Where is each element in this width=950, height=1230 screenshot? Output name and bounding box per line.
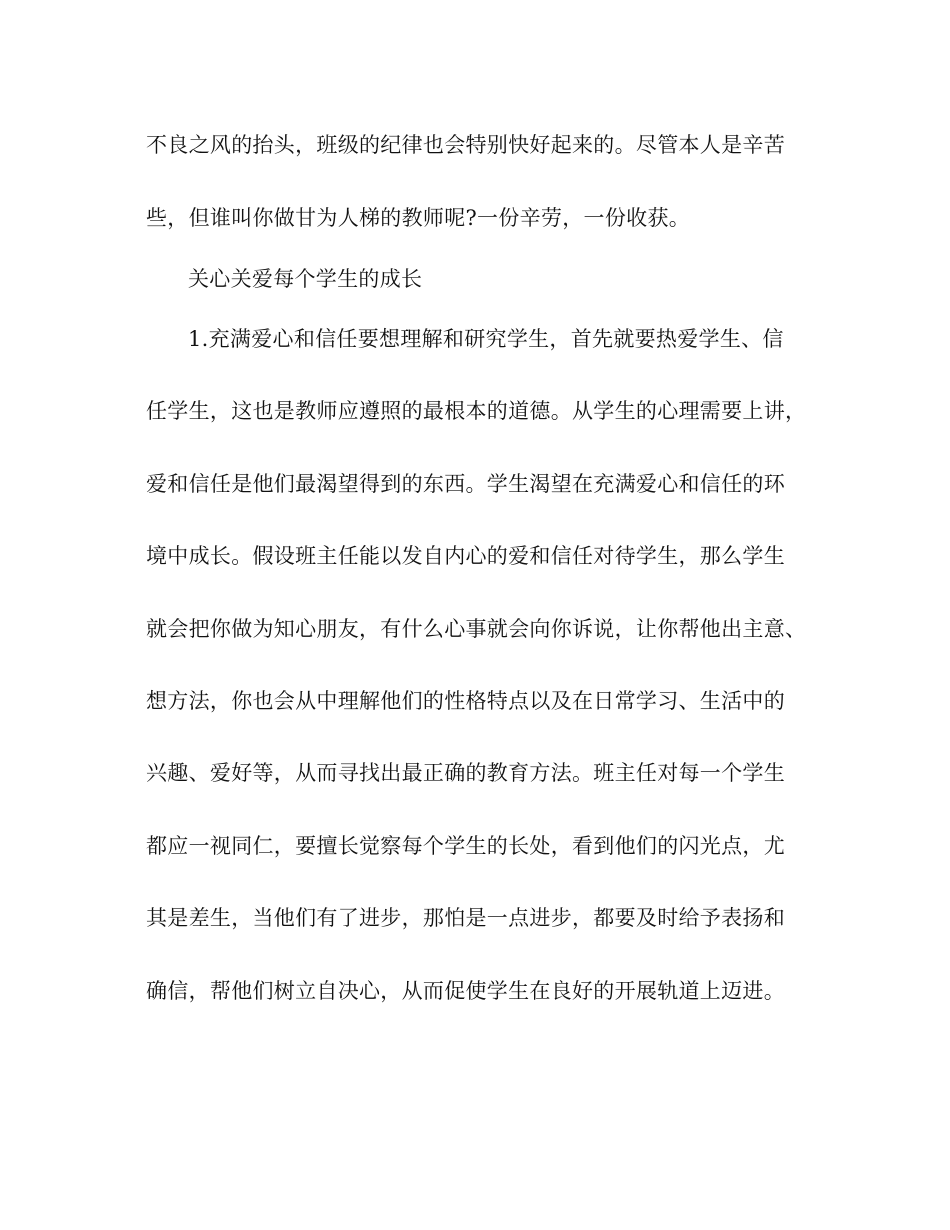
paragraph-line-4: 任学生，这也是教师应遵照的最根本的道德。从学生的心理需要上讲， (146, 399, 807, 423)
paragraph-line-6: 境中成长。假设班主任能以发自内心的爱和信任对待学生，那么学生 (146, 544, 785, 568)
paragraph-line-2: 些，但谁叫你做甘为人梯的教师呢?一份辛劳，一份收获。 (146, 206, 691, 230)
paragraph-line-9: 兴趣、爱好等，从而寻找出最正确的教育方法。班主任对每一个学生 (146, 761, 785, 785)
paragraph-line-12: 确信，帮他们树立自决心，从而促使学生在良好的开展轨道上迈进。 (146, 979, 785, 1003)
paragraph-line-10: 都应一视同仁，要擅长觉察每个学生的长处，看到他们的闪光点，尤 (146, 834, 785, 858)
paragraph-line-3: 1.充满爱心和信任要想理解和研究学生，首先就要热爱学生、信 (188, 327, 784, 351)
paragraph-line-5: 爱和信任是他们最渴望得到的东西。学生渴望在充满爱心和信任的环 (146, 472, 785, 496)
section-heading: 关心关爱每个学生的成长 (188, 267, 423, 291)
paragraph-line-8: 想方法，你也会从中理解他们的性格特点以及在日常学习、生活中的 (146, 689, 785, 713)
paragraph-line-1: 不良之风的抬头，班级的纪律也会特别快好起来的。尽管本人是辛苦 (146, 133, 785, 157)
paragraph-line-7: 就会把你做为知心朋友，有什么心事就会向你诉说，让你帮他出主意、 (146, 617, 807, 641)
paragraph-line-11: 其是差生，当他们有了进步，那怕是一点进步，都要及时给予表扬和 (146, 906, 785, 930)
